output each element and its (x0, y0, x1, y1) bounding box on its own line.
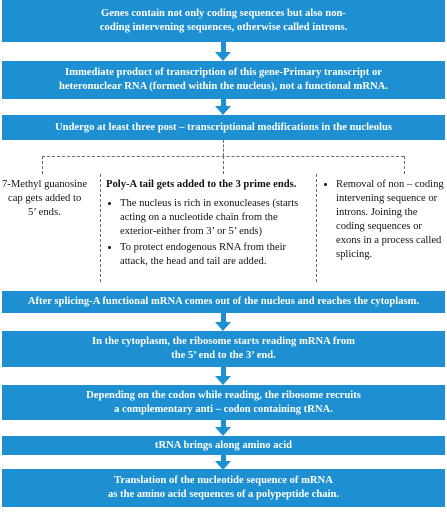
box2-line1: Immediate product of transcription of this gene-Primary transcript or (65, 67, 382, 78)
poly-a-bullet-list (106, 197, 314, 269)
connector-middle-drop (223, 156, 224, 174)
splicing-bullet-list (322, 178, 444, 262)
arrow-down-icon (215, 427, 231, 436)
box4-line1: After splicing-A functional mRNA comes out of the nucleus and reaches the cytoplasm. (27, 296, 420, 307)
flow-box-ribosome-reading (2, 331, 445, 367)
modification-splicing (322, 178, 444, 264)
flow-box-codon-trna (2, 385, 445, 420)
box1-line2: coding intervening sequences, otherwise called introns. (99, 22, 348, 33)
poly-a-bullet-2: • To protect endogenous RNA from their attack, the head and tail are added. (120, 241, 314, 269)
flow-box-primary-transcript (2, 61, 445, 99)
mod-left-line2: cap gets added to (8, 193, 82, 204)
connector-trunk (223, 140, 224, 156)
poly-a-bullet-1: • The nucleus is rich in exonucleases (starts acting on a nucleotide chain from the exterior-either from 3’ or 5’ ends) (120, 197, 314, 239)
flow-box-amino-acid (2, 436, 445, 455)
flow-box-genes-introns (2, 0, 445, 42)
connector-left-drop (42, 156, 43, 174)
arrow-down-icon (215, 106, 231, 115)
box1-line1: Genes contain not only coding sequences but also non- (101, 8, 346, 19)
box6-line1: Depending on the codon while reading, the ribosome recruits (86, 389, 361, 401)
poly-a-title: Poly-A tail gets added to the 3 prime ends. (106, 179, 297, 190)
flow-box-splicing-export (2, 291, 445, 313)
box2-line2: heteronuclear RNA (formed within the nucleus), not a functional mRNA. (59, 81, 388, 92)
box8-line1: Translation of the nucleotide sequence of mRNA (114, 475, 333, 486)
connector-right-drop (404, 156, 405, 174)
flow-box-translation (2, 469, 445, 507)
box8-line2: as the amino acid sequences of a polypeptide chain. (107, 489, 340, 500)
separator-left (100, 174, 101, 282)
arrow-down-icon (215, 322, 231, 331)
arrow-down-icon (215, 52, 231, 61)
box5-line2: the 5’ end to the 3’ end. (171, 350, 276, 361)
modification-5-cap (2, 178, 97, 220)
separator-right (316, 174, 317, 282)
splicing-bullet: • Removal of non – coding intervening sequence or introns. Joining the coding sequences or exons in a process called splicing. (336, 178, 444, 262)
arrow-down-icon (215, 376, 231, 385)
box5-line1: In the cytoplasm, the ribosome starts reading mRNA from (92, 336, 355, 347)
mod-left-line1: 7-Methyl guanosine (2, 179, 88, 190)
flow-box-post-transcriptional (2, 115, 445, 140)
box7-line1: tRNA brings along amino acid (154, 439, 293, 451)
box3-line1: Undergo at least three post – transcriptional modifications in the nucleolus (54, 121, 393, 133)
modification-poly-a-tail (106, 178, 314, 271)
mod-left-line3: 5’ ends. (28, 207, 61, 218)
box6-line2: a complementary anti – codon containing tRNA. (114, 403, 333, 415)
